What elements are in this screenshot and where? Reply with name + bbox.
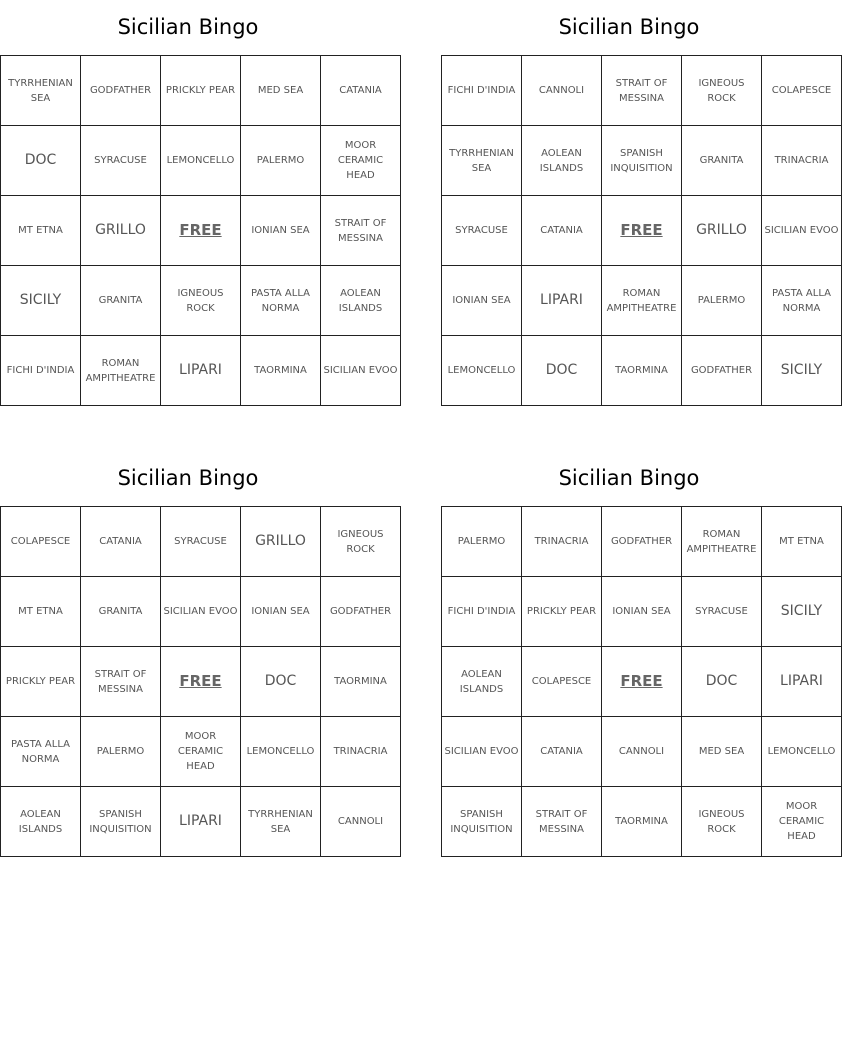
bingo-cell: STRAIT OF MESSINA bbox=[321, 196, 401, 266]
bingo-cell: SYRACUSE bbox=[682, 577, 762, 647]
bingo-cell: SICILY bbox=[762, 577, 842, 647]
bingo-cell: GRILLO bbox=[81, 196, 161, 266]
bingo-cell: PALERMO bbox=[682, 266, 762, 336]
bingo-cell: IONIAN SEA bbox=[602, 577, 682, 647]
bingo-cell: COLAPESCE bbox=[522, 647, 602, 717]
bingo-cell: SICILIAN EVOO bbox=[321, 336, 401, 406]
bingo-cell: FICHI D'INDIA bbox=[442, 56, 522, 126]
bingo-cell: PASTA ALLA NORMA bbox=[1, 717, 81, 787]
bingo-row bbox=[442, 787, 842, 857]
bingo-cell: IGNEOUS ROCK bbox=[161, 266, 241, 336]
bingo-cell: CATANIA bbox=[81, 507, 161, 577]
bingo-cell: TAORMINA bbox=[241, 336, 321, 406]
bingo-cell: DOC bbox=[241, 647, 321, 717]
bingo-row bbox=[442, 126, 842, 196]
bingo-row bbox=[442, 507, 842, 577]
bingo-cell: AOLEAN ISLANDS bbox=[522, 126, 602, 196]
bingo-cell: LIPARI bbox=[161, 787, 241, 857]
bingo-grid bbox=[0, 55, 401, 406]
bingo-cell: CATANIA bbox=[522, 717, 602, 787]
bingo-cell: CATANIA bbox=[522, 196, 602, 266]
bingo-row bbox=[1, 507, 401, 577]
bingo-cell: COLAPESCE bbox=[762, 56, 842, 126]
bingo-cell: IGNEOUS ROCK bbox=[682, 787, 762, 857]
bingo-cell: DOC bbox=[1, 126, 81, 196]
bingo-row bbox=[1, 196, 401, 266]
bingo-cell: TYRRHENIAN SEA bbox=[1, 56, 81, 126]
bingo-cell: TRINACRIA bbox=[762, 126, 842, 196]
bingo-cell: STRAIT OF MESSINA bbox=[602, 56, 682, 126]
bingo-cell: GRANITA bbox=[81, 577, 161, 647]
bingo-cell: MED SEA bbox=[682, 717, 762, 787]
bingo-cell: TAORMINA bbox=[602, 787, 682, 857]
bingo-cell: SICILY bbox=[762, 336, 842, 406]
bingo-cell: SYRACUSE bbox=[161, 507, 241, 577]
bingo-cell: TAORMINA bbox=[321, 647, 401, 717]
bingo-grid bbox=[441, 506, 842, 857]
bingo-cell: PALERMO bbox=[442, 507, 522, 577]
bingo-row bbox=[1, 647, 401, 717]
bingo-cell: GODFATHER bbox=[321, 577, 401, 647]
bingo-cell: GRILLO bbox=[682, 196, 762, 266]
bingo-cell: MT ETNA bbox=[762, 507, 842, 577]
bingo-row bbox=[442, 196, 842, 266]
bingo-cell: GRANITA bbox=[682, 126, 762, 196]
bingo-cell: ROMAN AMPITHEATRE bbox=[602, 266, 682, 336]
bingo-row bbox=[1, 336, 401, 406]
free-space-cell: FREE bbox=[161, 196, 241, 266]
bingo-cell: DOC bbox=[522, 336, 602, 406]
card-title: Sicilian Bingo bbox=[558, 14, 700, 39]
bingo-cell: COLAPESCE bbox=[1, 507, 81, 577]
bingo-cell: DOC bbox=[682, 647, 762, 717]
bingo-cell: SYRACUSE bbox=[81, 126, 161, 196]
bingo-cell: IONIAN SEA bbox=[442, 266, 522, 336]
bingo-cell: IONIAN SEA bbox=[241, 196, 321, 266]
bingo-cell: SPANISH INQUISITION bbox=[602, 126, 682, 196]
bingo-card-3 bbox=[0, 451, 392, 857]
bingo-cell: FICHI D'INDIA bbox=[1, 336, 81, 406]
bingo-grid bbox=[441, 55, 842, 406]
bingo-cell: IONIAN SEA bbox=[241, 577, 321, 647]
bingo-cell: GRILLO bbox=[241, 507, 321, 577]
bingo-cell: LIPARI bbox=[762, 647, 842, 717]
bingo-cell: SICILIAN EVOO bbox=[762, 196, 842, 266]
bingo-cell: STRAIT OF MESSINA bbox=[522, 787, 602, 857]
bingo-cell: IGNEOUS ROCK bbox=[321, 507, 401, 577]
free-space-cell: FREE bbox=[602, 196, 682, 266]
bingo-cell: SICILIAN EVOO bbox=[442, 717, 522, 787]
bingo-cell: IGNEOUS ROCK bbox=[682, 56, 762, 126]
bingo-cell: LIPARI bbox=[161, 336, 241, 406]
bingo-cell: SPANISH INQUISITION bbox=[81, 787, 161, 857]
bingo-cell: PASTA ALLA NORMA bbox=[762, 266, 842, 336]
bingo-cell: TAORMINA bbox=[602, 336, 682, 406]
bingo-cell: MOOR CERAMIC HEAD bbox=[161, 717, 241, 787]
bingo-row bbox=[442, 647, 842, 717]
bingo-cell: GODFATHER bbox=[602, 507, 682, 577]
bingo-cell: MOOR CERAMIC HEAD bbox=[321, 126, 401, 196]
bingo-cell: AOLEAN ISLANDS bbox=[442, 647, 522, 717]
bingo-cell: CANNOLI bbox=[602, 717, 682, 787]
bingo-row bbox=[1, 266, 401, 336]
bingo-row bbox=[442, 56, 842, 126]
free-space-cell: FREE bbox=[161, 647, 241, 717]
bingo-cell: TYRRHENIAN SEA bbox=[241, 787, 321, 857]
bingo-cell: MT ETNA bbox=[1, 577, 81, 647]
bingo-cell: CANNOLI bbox=[321, 787, 401, 857]
card-title: Sicilian Bingo bbox=[117, 465, 259, 490]
free-space-cell: FREE bbox=[602, 647, 682, 717]
bingo-cell: SYRACUSE bbox=[442, 196, 522, 266]
bingo-cell: SPANISH INQUISITION bbox=[442, 787, 522, 857]
bingo-cell: LEMONCELLO bbox=[762, 717, 842, 787]
card-title: Sicilian Bingo bbox=[117, 14, 259, 39]
bingo-row bbox=[1, 787, 401, 857]
bingo-cell: AOLEAN ISLANDS bbox=[1, 787, 81, 857]
bingo-cell: PALERMO bbox=[81, 717, 161, 787]
bingo-grid bbox=[0, 506, 401, 857]
bingo-row bbox=[442, 577, 842, 647]
bingo-cell: GODFATHER bbox=[682, 336, 762, 406]
bingo-row bbox=[442, 336, 842, 406]
bingo-cell: TRINACRIA bbox=[522, 507, 602, 577]
bingo-cell: PRICKLY PEAR bbox=[1, 647, 81, 717]
bingo-cell: GRANITA bbox=[81, 266, 161, 336]
bingo-cell: PRICKLY PEAR bbox=[522, 577, 602, 647]
bingo-cell: MOOR CERAMIC HEAD bbox=[762, 787, 842, 857]
bingo-card-1 bbox=[0, 0, 398, 406]
bingo-cell: CATANIA bbox=[321, 56, 401, 126]
bingo-cell: PALERMO bbox=[241, 126, 321, 196]
bingo-cell: MED SEA bbox=[241, 56, 321, 126]
bingo-row bbox=[1, 126, 401, 196]
bingo-cell: LEMONCELLO bbox=[442, 336, 522, 406]
bingo-cell: LIPARI bbox=[522, 266, 602, 336]
bingo-cell: SICILY bbox=[1, 266, 81, 336]
bingo-row bbox=[442, 266, 842, 336]
bingo-card-4 bbox=[441, 451, 836, 857]
bingo-cell: TYRRHENIAN SEA bbox=[442, 126, 522, 196]
bingo-cell: ROMAN AMPITHEATRE bbox=[81, 336, 161, 406]
bingo-row bbox=[442, 717, 842, 787]
bingo-cell: SICILIAN EVOO bbox=[161, 577, 241, 647]
bingo-cell: TRINACRIA bbox=[321, 717, 401, 787]
bingo-row bbox=[1, 717, 401, 787]
bingo-cell: CANNOLI bbox=[522, 56, 602, 126]
bingo-card-2 bbox=[441, 0, 839, 406]
bingo-cell: PASTA ALLA NORMA bbox=[241, 266, 321, 336]
card-title: Sicilian Bingo bbox=[558, 465, 700, 490]
bingo-cell: GODFATHER bbox=[81, 56, 161, 126]
bingo-row bbox=[1, 56, 401, 126]
bingo-cell: PRICKLY PEAR bbox=[161, 56, 241, 126]
bingo-cell: FICHI D'INDIA bbox=[442, 577, 522, 647]
bingo-cell: LEMONCELLO bbox=[241, 717, 321, 787]
bingo-cell: ROMAN AMPITHEATRE bbox=[682, 507, 762, 577]
bingo-cell: MT ETNA bbox=[1, 196, 81, 266]
bingo-cell: STRAIT OF MESSINA bbox=[81, 647, 161, 717]
bingo-cell: AOLEAN ISLANDS bbox=[321, 266, 401, 336]
bingo-cell: LEMONCELLO bbox=[161, 126, 241, 196]
bingo-row bbox=[1, 577, 401, 647]
